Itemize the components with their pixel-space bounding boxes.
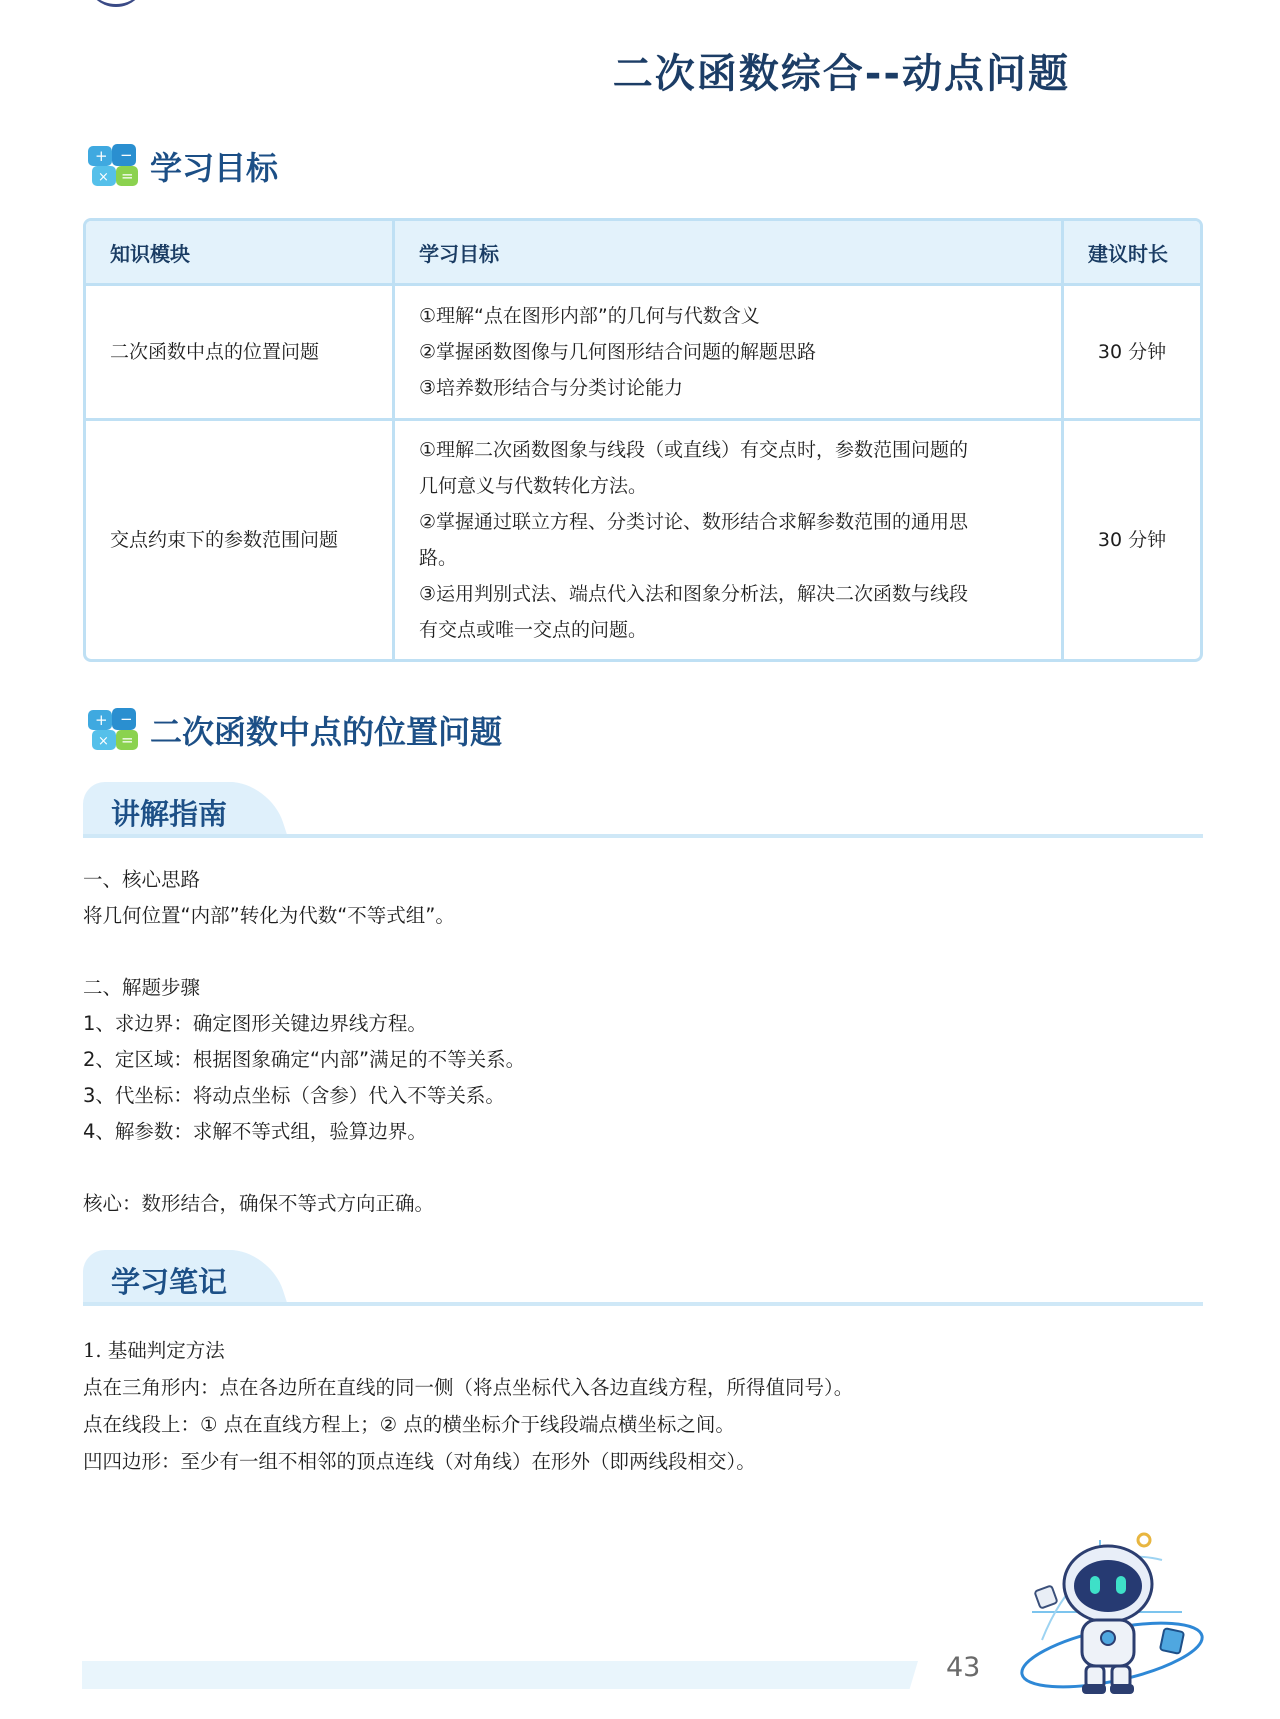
goal-line: 路。: [419, 547, 458, 569]
goal-line: ①理解二次函数图象与线段（或直线）有交点时，参数范围问题的: [419, 439, 969, 461]
notes-content: [83, 1332, 853, 1480]
table-row: [86, 283, 1200, 418]
table-cell-time: 30 分钟: [1061, 283, 1200, 418]
guide-content: [83, 862, 525, 1222]
table-cell-time: 30 分钟: [1061, 418, 1200, 659]
table-header: 建议时长: [1061, 221, 1200, 283]
svg-text:−: −: [120, 710, 133, 728]
guide-tab-bar: [83, 782, 1203, 838]
goal-line: ②掌握通过联立方程、分类讨论、数形结合求解参数范围的通用思: [419, 511, 969, 533]
step-item: 1、求边界：确定图形关键边界线方程。: [83, 1012, 427, 1035]
page-title: 二次函数综合--动点问题: [612, 51, 1070, 97]
note-line: 点在线段上：① 点在直线方程上；② 点的横坐标介于线段端点横坐标之间。: [83, 1413, 735, 1436]
table-cell-module: 交点约束下的参数范围问题: [86, 418, 392, 659]
divider: [83, 834, 1203, 838]
note-line: 点在三角形内：点在各边所在直线的同一侧（将点坐标代入各边直线方程，所得值同号）。: [83, 1376, 854, 1399]
step-item: 2、定区域：根据图象确定“内部”满足的不等关系。: [83, 1048, 526, 1071]
core-title: 一、核心思路: [83, 868, 201, 891]
note-title: 1. 基础判定方法: [83, 1339, 225, 1362]
steps-title: 二、解题步骤: [83, 976, 201, 999]
step-item: 4、解参数：求解不等式组，验算边界。: [83, 1120, 427, 1143]
svg-text:×: ×: [98, 170, 109, 185]
table-cell-goals: [392, 283, 1061, 418]
table-header-row: [86, 221, 1200, 283]
key-point: 核心：数形结合，确保不等式方向正确。: [83, 1192, 435, 1215]
table-header: 知识模块: [86, 221, 392, 283]
section-heading-label: 二次函数中点的位置问题: [150, 713, 503, 751]
svg-text:+: +: [95, 711, 108, 729]
svg-text:=: =: [121, 167, 134, 185]
goal-line: ②掌握函数图像与几何图形结合问题的解题思路: [419, 341, 817, 363]
footer-band: [82, 1661, 918, 1689]
page-number: 43: [946, 1652, 981, 1683]
svg-text:+: +: [95, 147, 108, 165]
table-header: 学习目标: [392, 221, 1061, 283]
svg-text:=: =: [121, 731, 134, 749]
goal-line: ①理解“点在图形内部”的几何与代数含义: [419, 305, 760, 327]
notes-tab-bar: [83, 1250, 1203, 1306]
note-line: 凹四边形：至少有一组不相邻的顶点连线（对角线）在形外（即两线段相交）。: [83, 1450, 756, 1473]
section-heading-position: [86, 706, 502, 754]
svg-text:×: ×: [98, 734, 109, 749]
calculator-icon: [86, 142, 142, 190]
robot-mascot-illustration: [1012, 1520, 1212, 1700]
core-text: 将几何位置“内部”转化为代数“不等式组”。: [83, 904, 455, 927]
goal-line: 几何意义与代数转化方法。: [419, 475, 648, 497]
table-cell-goals: [392, 418, 1061, 659]
goal-line: 有交点或唯一交点的问题。: [419, 619, 648, 641]
learning-goals-table: [83, 218, 1203, 662]
notes-tab-label: 学习笔记: [111, 1265, 228, 1299]
svg-text:−: −: [120, 146, 133, 164]
section-heading-label: 学习目标: [150, 149, 279, 187]
goal-line: ③运用判别式法、端点代入法和图象分析法，解决二次函数与线段: [419, 583, 969, 605]
guide-tab-label: 讲解指南: [111, 797, 228, 831]
calculator-icon: [86, 706, 142, 754]
table-row: [86, 418, 1200, 659]
section-heading-goals: [86, 142, 278, 190]
divider: [83, 1302, 1203, 1306]
table-cell-module: 二次函数中点的位置问题: [86, 283, 392, 418]
step-item: 3、代坐标：将动点坐标（含参）代入不等关系。: [83, 1084, 505, 1107]
goal-line: ③培养数形结合与分类讨论能力: [419, 377, 684, 399]
header-decoration: [86, 0, 146, 7]
